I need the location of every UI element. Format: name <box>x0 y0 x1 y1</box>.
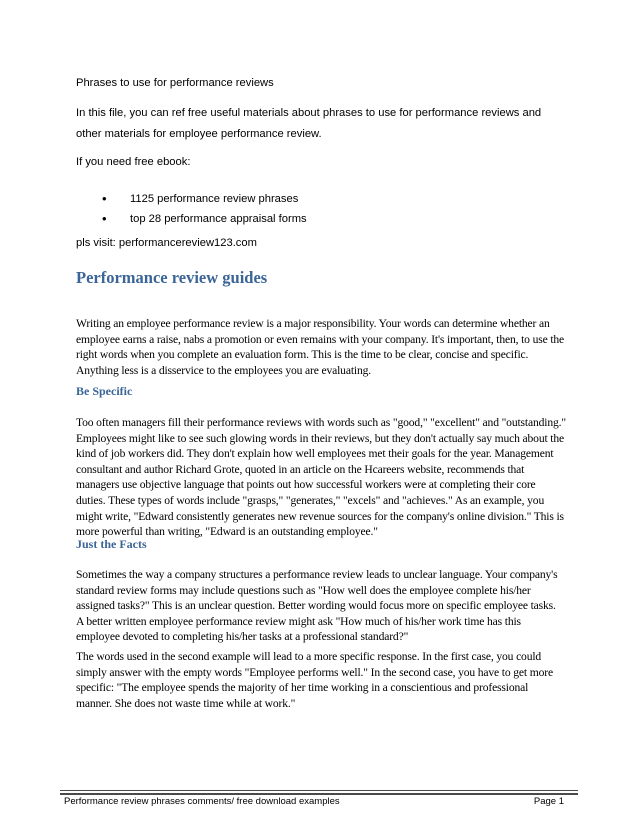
just-the-facts-paragraph-2: The words used in the second example will lead to a more specific response. In the first case, you could simply answer with the empty words "Employee performs well." In the second case, you have to get more specific: "The employee spends the majority of her time working in a conscientious and professional manner. She does not waste time while at work." <box>76 650 553 710</box>
be-specific-paragraph: Too often managers fill their performance reviews with words such as "good," "excellent" and "outstanding." Employees might like to see such glowing words in their reviews, but they don't actually say much about the kind of job workers did. They don't explain how well employees met their goals for the year. Management consultant and author Richard Grote, quoted in an article on the Hcareers website, recommends that managers use objective language that points out how successful workers were at completing their core duties. These types of words include "grasps," "generates," "excels" and "achieves." As an example, you might write, "Edward consistently generates new revenue sources for the company's online division." This is more powerful than writing, "Edward is an outstanding employee." <box>76 416 566 539</box>
ebook-list-item: • top 28 performance appraisal forms <box>96 209 307 229</box>
ebook-prompt: If you need free ebook: <box>76 156 191 168</box>
guides-paragraph: Writing an employee performance review is a major responsibility. Your words can determine whether an employee earns a raise, nabs a promotion or even remains with your company. It's important, then, to use the right words when you complete an evaluation form. This is the time to be clear, concise and specific. Anything less is a disservice to the employees you are evaluating. <box>76 317 565 377</box>
ebook-list <box>96 189 307 229</box>
document-title: Phrases to use for performance reviews <box>76 77 274 89</box>
intro-description: In this file, you can ref free useful materials about phrases to use for performance reviews and other materials for employee performance review. <box>76 107 542 140</box>
just-the-facts-paragraph-1: Sometimes the way a company structures a performance review leads to unclear language. Your company's standard review forms may include questions such as "How well does the employee complete his/her assigned tasks?" This is an unclear question. Better wording would focus more on specific employee tasks. A better written employee performance review might ask "How much of his/her work time has this employee devoted to completing his/her tasks at a professional standard?" <box>76 568 558 644</box>
footer-divider <box>60 790 578 791</box>
section-heading-guides: Performance review guides <box>76 268 268 287</box>
visit-link[interactable]: pls visit: performancereview123.com <box>76 237 257 249</box>
footer-title: Performance review phrases comments/ free download examples <box>64 796 340 807</box>
ebook-list-item: • 1125 performance review phrases <box>96 189 307 209</box>
section-heading-be-specific: Be Specific <box>76 384 133 398</box>
section-heading-just-the-facts: Just the Facts <box>76 537 147 551</box>
footer-divider <box>60 793 578 795</box>
page-number: Page 1 <box>533 796 564 807</box>
